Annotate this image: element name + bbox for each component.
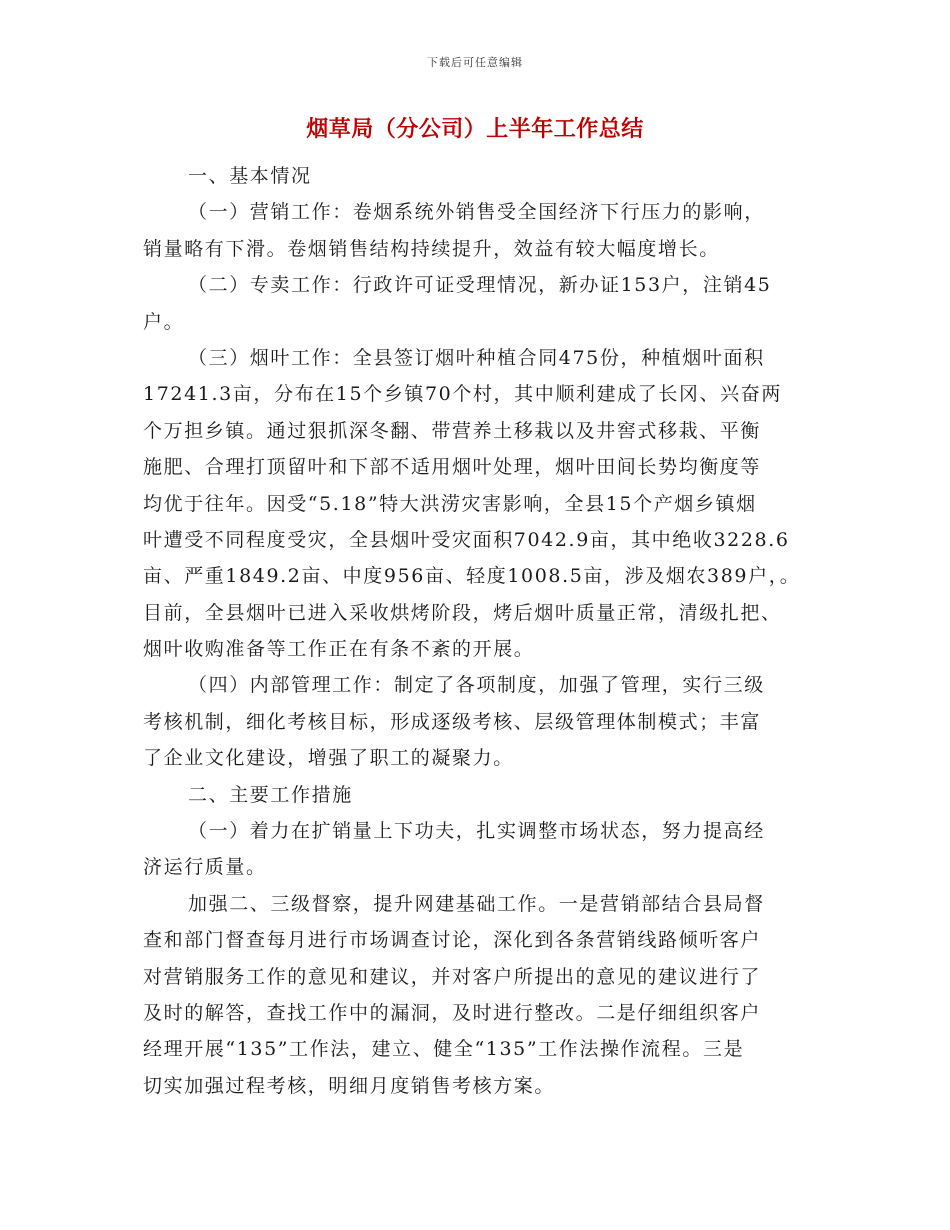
- body-line: 均优于往年。因受“5.18”特大洪涝灾害影响，全县15个产烟乡镇烟: [143, 492, 757, 515]
- body-line: 查和部门督查每月进行市场调查讨论，深化到各条营销线路倾听客户: [143, 929, 762, 952]
- body-line: 亩、严重1849.2亩、中度956亩、轻度1008.5亩，涉及烟农389户，。: [143, 565, 801, 588]
- body-line: 个万担乡镇。通过狠抓深冬翻、带营养土移栽以及井窖式移栽、平衡: [143, 419, 762, 442]
- body-line: 考核机制，细化考核目标，形成逐级考核、层级管理体制模式；丰富: [143, 710, 762, 733]
- body-line: 目前，全县烟叶已进入采收烘烤阶段，烤后烟叶质量正常，清级扎把、: [143, 601, 782, 624]
- body-line: 及时的解答，查找工作中的漏洞，及时进行整改。二是仔细组织客户: [143, 1001, 762, 1024]
- document-body: [143, 158, 813, 1104]
- body-line: （三）烟叶工作：全县签订烟叶种植合同475份，种植烟叶面积: [188, 346, 765, 369]
- body-line: 二、主要工作措施: [188, 783, 353, 806]
- body-line: 17241.3亩，分布在15个乡镇70个村，其中顺利建成了长冈、兴奋两: [143, 383, 782, 406]
- body-line: 销量略有下滑。卷烟销售结构持续提升，效益有较大幅度增长。: [143, 237, 720, 260]
- body-line: （一）营销工作：卷烟系统外销售受全国经济下行压力的影响，: [188, 201, 765, 224]
- body-line: 经理开展“135”工作法，建立、健全“135”工作法操作流程。三是: [143, 1038, 745, 1061]
- body-line: 烟叶收购准备等工作正在有条不紊的开展。: [143, 638, 535, 661]
- body-line: 施肥、合理打顶留叶和下部不适用烟叶处理，烟叶田间长势均衡度等: [143, 456, 762, 479]
- body-line: 一、基本情况: [188, 165, 312, 187]
- body-line: 户。: [143, 310, 185, 333]
- body-line: 了企业文化建设，增强了职工的凝聚力。: [143, 747, 514, 770]
- body-line: 叶遭受不同程度受灾，全县烟叶受灾面积7042.9亩，其中绝收3228.6: [143, 528, 790, 551]
- body-line: 对营销服务工作的意见和建议，并对客户所提出的意见的建议进行了: [143, 965, 762, 988]
- document-title: 烟草局（分公司）上半年工作总结: [306, 117, 644, 142]
- body-line: 切实加强过程考核，明细月度销售考核方案。: [143, 1074, 556, 1097]
- body-line: （二）专卖工作：行政许可证受理情况，新办证153户，注销45: [188, 274, 772, 297]
- body-line: 加强二、三级督察，提升网建基础工作。一是营销部结合县局督: [188, 892, 765, 915]
- body-line: （一）着力在扩销量上下功夫，扎实调整市场状态，努力提高经: [188, 820, 765, 843]
- body-line: （四）内部管理工作：制定了各项制度，加强了管理，实行三级: [188, 674, 765, 697]
- header-note: 下载后可任意编辑: [427, 56, 523, 69]
- body-line: 济运行质量。: [143, 856, 267, 879]
